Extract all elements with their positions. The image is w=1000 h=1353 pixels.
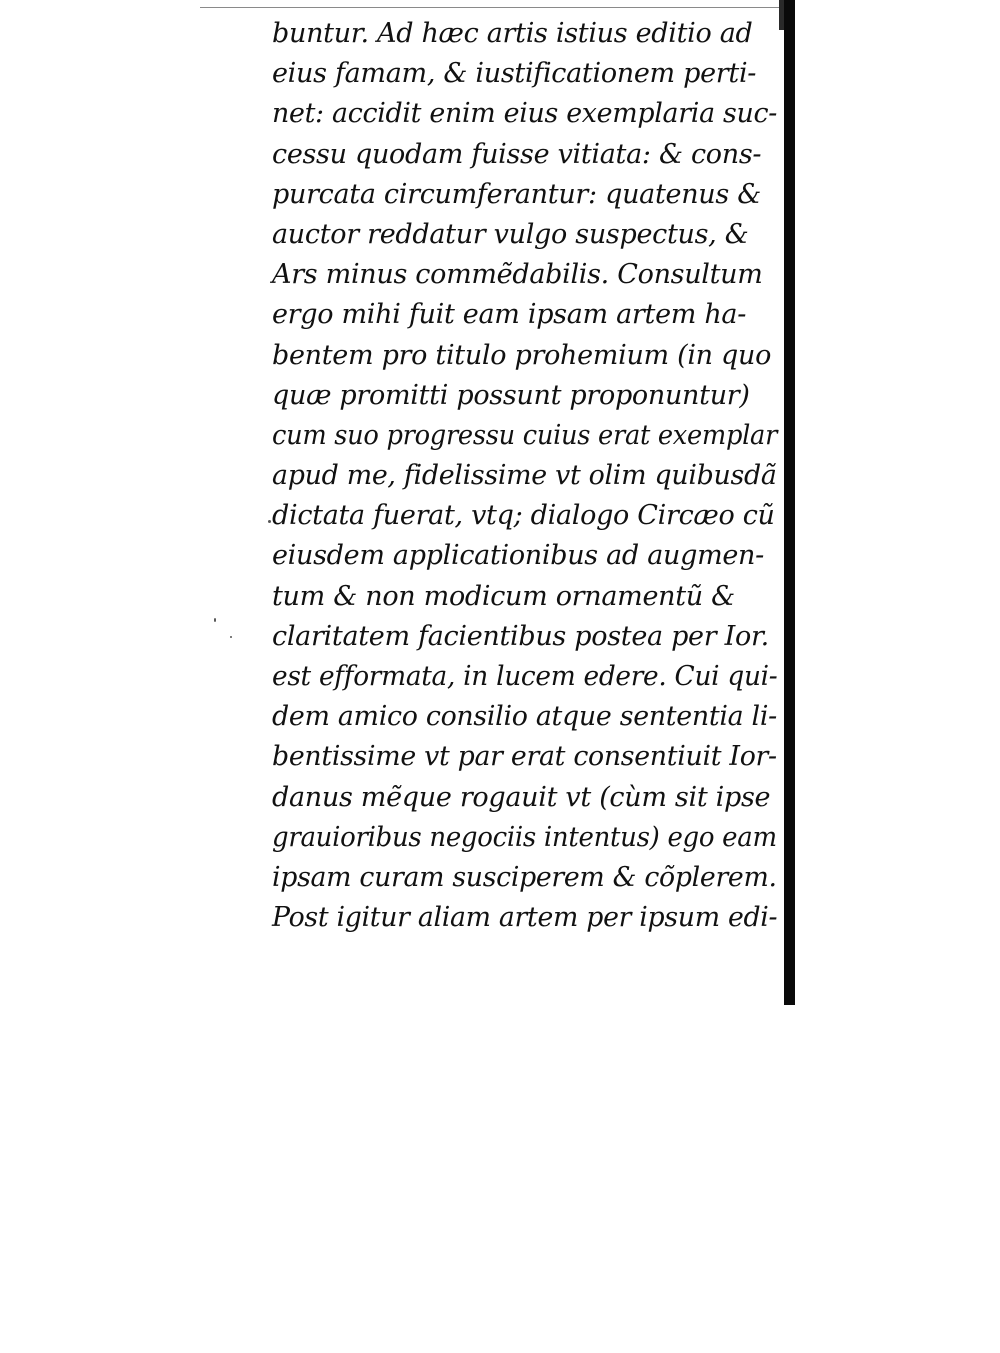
text-line: quæ promitti possunt proponuntur) [272,379,750,411]
ink-speck [230,636,232,638]
text-line: bentissime vt par erat consentiuit Ior- [272,741,777,773]
text-line: Post igitur aliam artem per ipsum edi- [272,902,778,934]
text-line: dictata fuerat, vtq; dialogo Circæo cũ [272,500,775,532]
ink-speck [268,520,271,523]
binding-shadow [784,0,795,1005]
text-line: ergo mihi fuit eam ipsam artem ha- [272,299,747,331]
text-line: cessu quodam fuisse vitiata: & cons- [272,138,762,170]
text-line: auctor reddatur vulgo suspectus, & [272,218,749,250]
text-line: dem amico consilio atque sententia li- [272,701,777,733]
binding-shadow-tip [779,0,784,30]
text-line: tum & non modicum ornamentũ & [272,580,735,612]
text-line: eiusdem applicationibus ad augmen- [272,540,764,572]
text-line: bentem pro titulo prohemium (in quo [272,339,772,371]
text-line: grauioribus negociis intentus) ego eam [272,821,777,853]
text-line: apud me, fidelissime vt olim quibusdã [272,460,777,492]
text-line: ipsam curam susciperem & cõplerem. [272,861,777,893]
text-line: net: accidit enim eius exemplaria suc- [272,98,777,130]
text-line: danus mẽque rogauit vt (cùm sit ipse [272,781,771,813]
text-line: est efformata, in lucem edere. Cui qui- [272,661,778,692]
text-line: cum suo progressu cuius erat exemplar [272,419,778,451]
text-line: Ars minus commẽdabilis. Consultum [272,259,763,291]
text-line: buntur. Ad hæc artis istius editio ad [272,18,753,49]
text-line: claritatem facientibus postea per Ior. [272,620,769,652]
text-line: purcata circumferantur: quatenus & [272,178,761,210]
ink-speck [214,618,216,622]
text-line: eius famam, & iustificationem perti- [272,58,757,90]
top-rule [200,7,785,8]
body-text [272,14,777,938]
